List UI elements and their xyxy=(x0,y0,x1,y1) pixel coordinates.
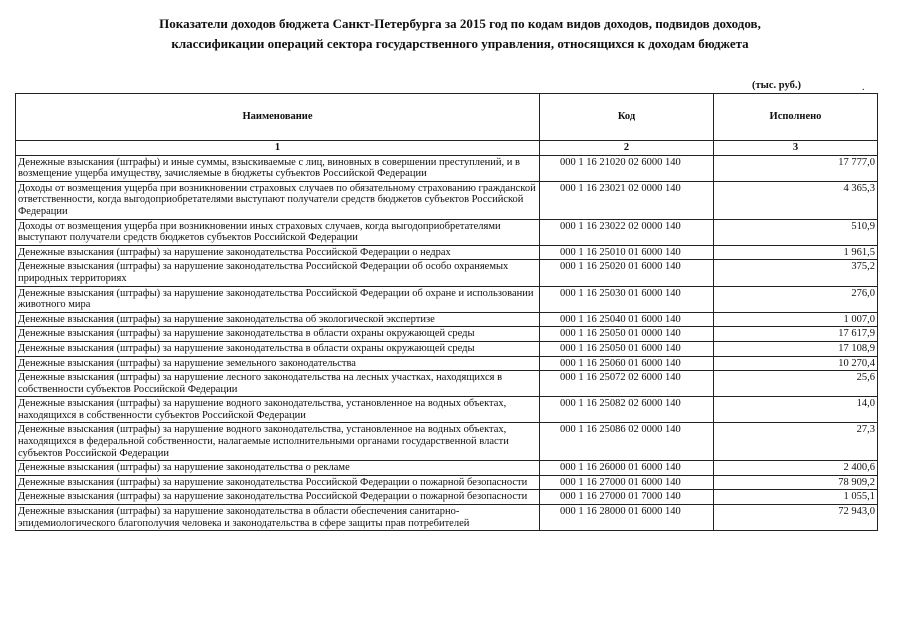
row-name: Доходы от возмещения ущерба при возникновении иных страховых случаев, когда выгодоприобретателями выступают получатели средств бюджетов субъектов Российской Федерации xyxy=(16,219,540,245)
row-name: Денежные взыскания (штрафы) за нарушение законодательства об экологической экспертизе xyxy=(16,312,540,327)
row-code: 000 1 16 27000 01 7000 140 xyxy=(540,490,714,505)
row-name: Денежные взыскания (штрафы) за нарушение водного законодательства, установленное на водных объектах, находящихся в федеральной собственности, налагаемые исполнительными органами государственной власти субъектов Российской Федерации xyxy=(16,423,540,461)
row-name: Денежные взыскания (штрафы) за нарушение законодательства Российской Федерации о недрах xyxy=(16,245,540,260)
table-row xyxy=(16,461,878,476)
col-header-code: Код xyxy=(540,94,714,141)
row-name: Денежные взыскания (штрафы) и иные суммы, взыскиваемые с лиц, виновных в совершении преступлений, и в возмещение ущерба имуществу, зачисляемые в бюджеты субъектов Российской Федерации xyxy=(16,155,540,181)
row-value: 375,2 xyxy=(714,260,878,286)
col-number-3: 3 xyxy=(714,141,878,156)
row-value: 78 909,2 xyxy=(714,475,878,490)
col-number-1: 1 xyxy=(16,141,540,156)
row-value: 510,9 xyxy=(714,219,878,245)
row-value: 17 108,9 xyxy=(714,341,878,356)
row-code: 000 1 16 27000 01 6000 140 xyxy=(540,475,714,490)
row-value: 276,0 xyxy=(714,286,878,312)
row-name: Денежные взыскания (штрафы) за нарушение законодательства Российской Федерации о пожарной безопасности xyxy=(16,475,540,490)
table-row xyxy=(16,286,878,312)
row-value: 14,0 xyxy=(714,397,878,423)
row-name: Денежные взыскания (штрафы) за нарушение водного законодательства, установленное на водных объектах, находящихся в собственности субъектов Российской Федерации xyxy=(16,397,540,423)
document-title xyxy=(60,14,860,54)
row-value: 2 400,6 xyxy=(714,461,878,476)
col-header-name: Наименование xyxy=(16,94,540,141)
table-row xyxy=(16,327,878,342)
row-name: Денежные взыскания (штрафы) за нарушение законодательства в области обеспечения санитарно-эпидемиологического благополучия человека и законодательства в сфере защиты прав потребителей xyxy=(16,505,540,531)
row-code: 000 1 16 23022 02 0000 140 xyxy=(540,219,714,245)
table-row xyxy=(16,475,878,490)
row-value: 1 007,0 xyxy=(714,312,878,327)
header-row xyxy=(16,94,878,141)
col-header-executed: Исполнено xyxy=(714,94,878,141)
row-code: 000 1 16 25020 01 6000 140 xyxy=(540,260,714,286)
table-row xyxy=(16,312,878,327)
units-label: (тыс. руб.) xyxy=(752,80,801,91)
table-row xyxy=(16,423,878,461)
row-value: 72 943,0 xyxy=(714,505,878,531)
table-row xyxy=(16,356,878,371)
row-value: 4 365,3 xyxy=(714,181,878,219)
row-name: Денежные взыскания (штрафы) за нарушение земельного законодательства xyxy=(16,356,540,371)
row-value: 10 270,4 xyxy=(714,356,878,371)
row-code: 000 1 16 25050 01 6000 140 xyxy=(540,341,714,356)
stray-dot: . xyxy=(862,82,865,93)
row-code: 000 1 16 25050 01 0000 140 xyxy=(540,327,714,342)
column-number-row xyxy=(16,141,878,156)
row-name: Денежные взыскания (штрафы) за нарушение законодательства в области охраны окружающей среды xyxy=(16,327,540,342)
row-code: 000 1 16 25086 02 0000 140 xyxy=(540,423,714,461)
row-code: 000 1 16 25082 02 6000 140 xyxy=(540,397,714,423)
revenue-table xyxy=(15,93,878,531)
row-code: 000 1 16 26000 01 6000 140 xyxy=(540,461,714,476)
row-code: 000 1 16 25010 01 6000 140 xyxy=(540,245,714,260)
row-name: Денежные взыскания (штрафы) за нарушение лесного законодательства на лесных участках, находящихся в собственности субъектов Российской Федерации xyxy=(16,371,540,397)
table-row xyxy=(16,505,878,531)
row-value: 1 961,5 xyxy=(714,245,878,260)
row-code: 000 1 16 28000 01 6000 140 xyxy=(540,505,714,531)
row-code: 000 1 16 25040 01 6000 140 xyxy=(540,312,714,327)
title-line-2: классификации операций сектора государственного управления, относящихся к доходам бюджета xyxy=(171,36,749,51)
table-row xyxy=(16,219,878,245)
row-name: Денежные взыскания (штрафы) за нарушение законодательства о рекламе xyxy=(16,461,540,476)
row-value: 17 777,0 xyxy=(714,155,878,181)
row-value: 1 055,1 xyxy=(714,490,878,505)
row-name: Денежные взыскания (штрафы) за нарушение законодательства Российской Федерации об охране и использовании животного мира xyxy=(16,286,540,312)
table-row xyxy=(16,181,878,219)
table-row xyxy=(16,245,878,260)
title-line-1: Показатели доходов бюджета Санкт-Петербурга за 2015 год по кодам видов доходов, подвидов доходов, xyxy=(159,16,761,31)
row-code: 000 1 16 23021 02 0000 140 xyxy=(540,181,714,219)
table-row xyxy=(16,260,878,286)
table-row xyxy=(16,397,878,423)
table-row xyxy=(16,490,878,505)
table-row xyxy=(16,155,878,181)
row-value: 17 617,9 xyxy=(714,327,878,342)
table-row xyxy=(16,371,878,397)
row-name: Денежные взыскания (штрафы) за нарушение законодательства Российской Федерации об особо охраняемых природных территориях xyxy=(16,260,540,286)
row-code: 000 1 16 25030 01 6000 140 xyxy=(540,286,714,312)
row-code: 000 1 16 25060 01 6000 140 xyxy=(540,356,714,371)
col-number-2: 2 xyxy=(540,141,714,156)
table-row xyxy=(16,341,878,356)
row-value: 27,3 xyxy=(714,423,878,461)
row-name: Денежные взыскания (штрафы) за нарушение законодательства Российской Федерации о пожарной безопасности xyxy=(16,490,540,505)
row-name: Денежные взыскания (штрафы) за нарушение законодательства в области охраны окружающей среды xyxy=(16,341,540,356)
row-code: 000 1 16 25072 02 6000 140 xyxy=(540,371,714,397)
row-value: 25,6 xyxy=(714,371,878,397)
row-code: 000 1 16 21020 02 6000 140 xyxy=(540,155,714,181)
row-name: Доходы от возмещения ущерба при возникновении страховых случаев по обязательному страхованию гражданской ответственности, когда выгодоприобретателями выступают получатели средств бюджетов субъектов Российской Федерации xyxy=(16,181,540,219)
table-body xyxy=(16,155,878,531)
